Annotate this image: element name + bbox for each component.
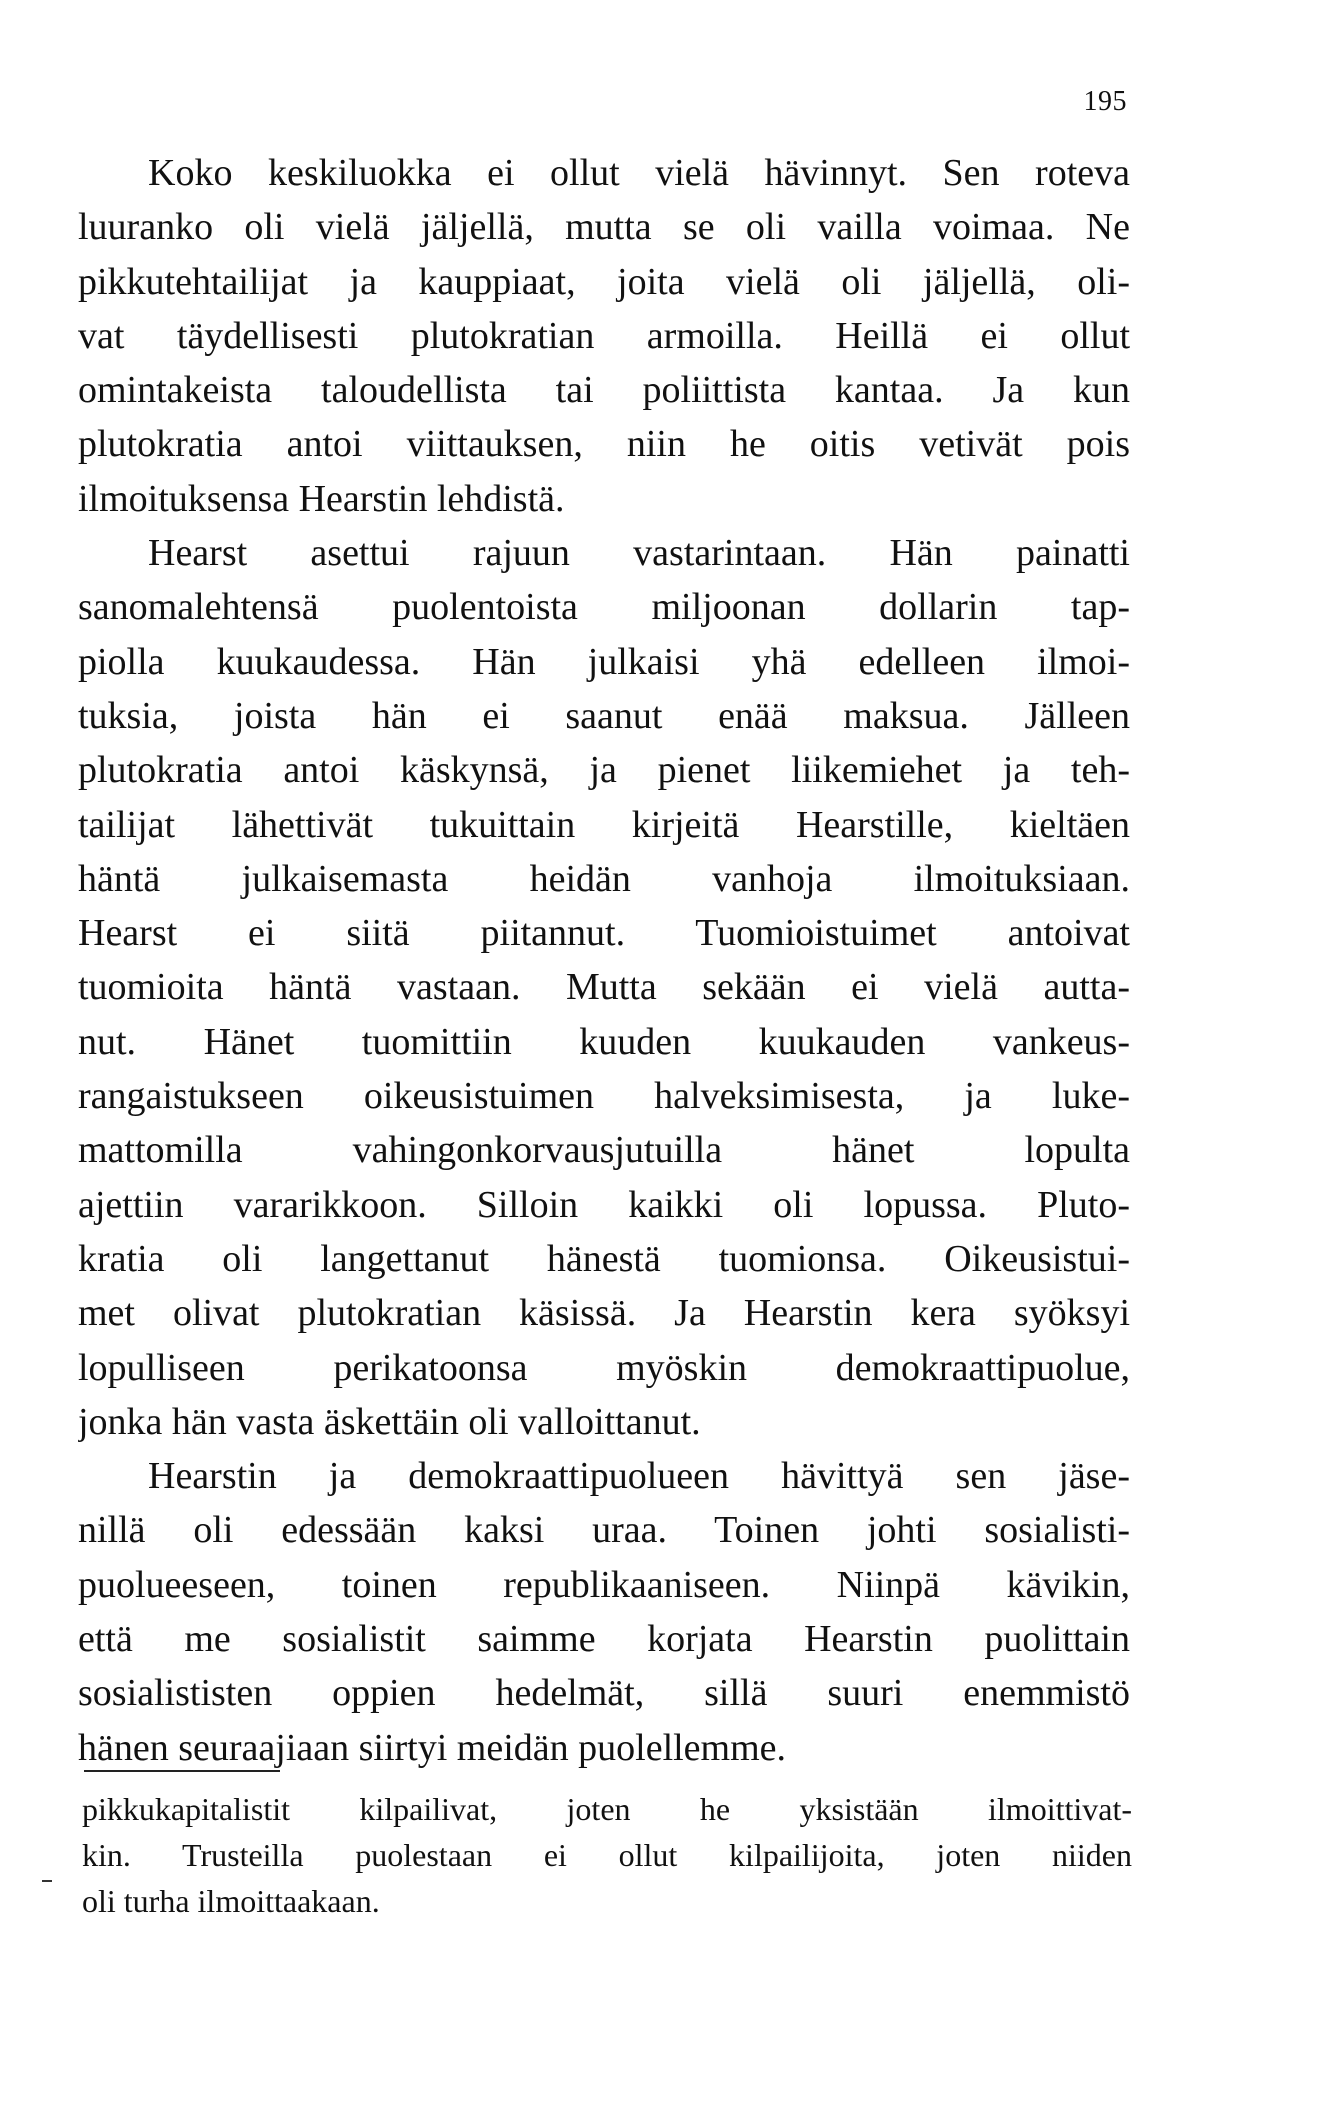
text-line: tuksia, joista hän ei saanut enää maksua. Jälleen (78, 694, 1130, 737)
text-line: piolla kuukaudessa. Hän julkaisi yhä edelleen ilmoi- (78, 640, 1130, 683)
text-line: luuranko oli vielä jäljellä, mutta se oli vailla voimaa. Ne (78, 206, 1130, 249)
text-line: puolueeseen, toinen republikaaniseen. Niinpä kävikin, (78, 1563, 1130, 1606)
text-line: ilmoituksensa Hearstin lehdistä. (78, 477, 565, 520)
text-line: ajettiin vararikkoon. Silloin kaikki oli lopussa. Pluto- (78, 1183, 1130, 1226)
footnote-line: pikkukapitalistit kilpailivat, joten he yksistään ilmoittivat- (82, 1791, 1132, 1827)
footnote-line: kin. Trusteilla puolestaan ei ollut kilpailijoita, joten niiden (82, 1837, 1132, 1873)
text-line: plutokratia antoi käskynsä, ja pienet liikemiehet ja teh- (78, 749, 1130, 792)
text-line: plutokratia antoi viittauksen, niin he oitis vetivät pois (78, 423, 1130, 466)
footnote (82, 1786, 1132, 1924)
text-line: kratia oli langettanut hänestä tuomionsa. Oikeusistui- (78, 1237, 1130, 1280)
body-text (78, 146, 1130, 1775)
text-line: nut. Hänet tuomittiin kuuden kuukauden vankeus- (78, 1020, 1130, 1063)
text-line: met olivat plutokratian käsissä. Ja Hearstin kera syöksyi (78, 1292, 1130, 1335)
text-line: rangaistukseen oikeusistuimen halveksimisesta, ja luke- (78, 1075, 1130, 1118)
text-line: häntä julkaisemasta heidän vanhoja ilmoituksiaan. (78, 857, 1130, 900)
text-line: nillä oli edessään kaksi uraa. Toinen johti sosialisti- (78, 1509, 1130, 1552)
text-line: Hearst ei siitä piitannut. Tuomioistuimet antoivat (78, 912, 1130, 955)
text-line: mattomilla vahingonkorvausjutuilla hänet lopulta (78, 1129, 1130, 1172)
text-line: sanomalehtensä puolentoista miljoonan dollarin tap- (78, 586, 1130, 629)
footnote-divider (84, 1770, 280, 1772)
text-line: lopulliseen perikatoonsa myöskin demokraattipuolue, (78, 1346, 1130, 1389)
text-line: vat täydellisesti plutokratian armoilla. Heillä ei ollut (78, 314, 1130, 357)
text-line: tailijat lähettivät tukuittain kirjeitä Hearstille, kieltäen (78, 803, 1130, 846)
margin-mark (42, 1880, 52, 1882)
text-line: Koko keskiluokka ei ollut vielä hävinnyt. Sen roteva (148, 152, 1130, 194)
text-line: jonka hän vasta äskettäin oli valloittanut. (78, 1400, 701, 1443)
text-line: että me sosialistit saimme korjata Hearstin puolittain (78, 1618, 1130, 1661)
text-line: hänen seuraajiaan siirtyi meidän puolellemme. (78, 1726, 787, 1769)
footnote-line: oli turha ilmoittaakaan. (82, 1883, 380, 1919)
text-line: pikkutehtailijat ja kauppiaat, joita vielä oli jäljellä, oli- (78, 260, 1130, 303)
text-line: sosialististen oppien hedelmät, sillä suuri enemmistö (78, 1672, 1130, 1715)
text-line: omintakeista taloudellista tai poliittista kantaa. Ja kun (78, 369, 1130, 412)
text-line: tuomioita häntä vastaan. Mutta sekään ei vielä autta- (78, 966, 1130, 1009)
page-number: 195 (1083, 86, 1127, 117)
text-line: Hearst asettui rajuun vastarintaan. Hän painatti (148, 532, 1130, 575)
text-line: Hearstin ja demokraattipuolueen hävittyä sen jäse- (148, 1455, 1130, 1498)
